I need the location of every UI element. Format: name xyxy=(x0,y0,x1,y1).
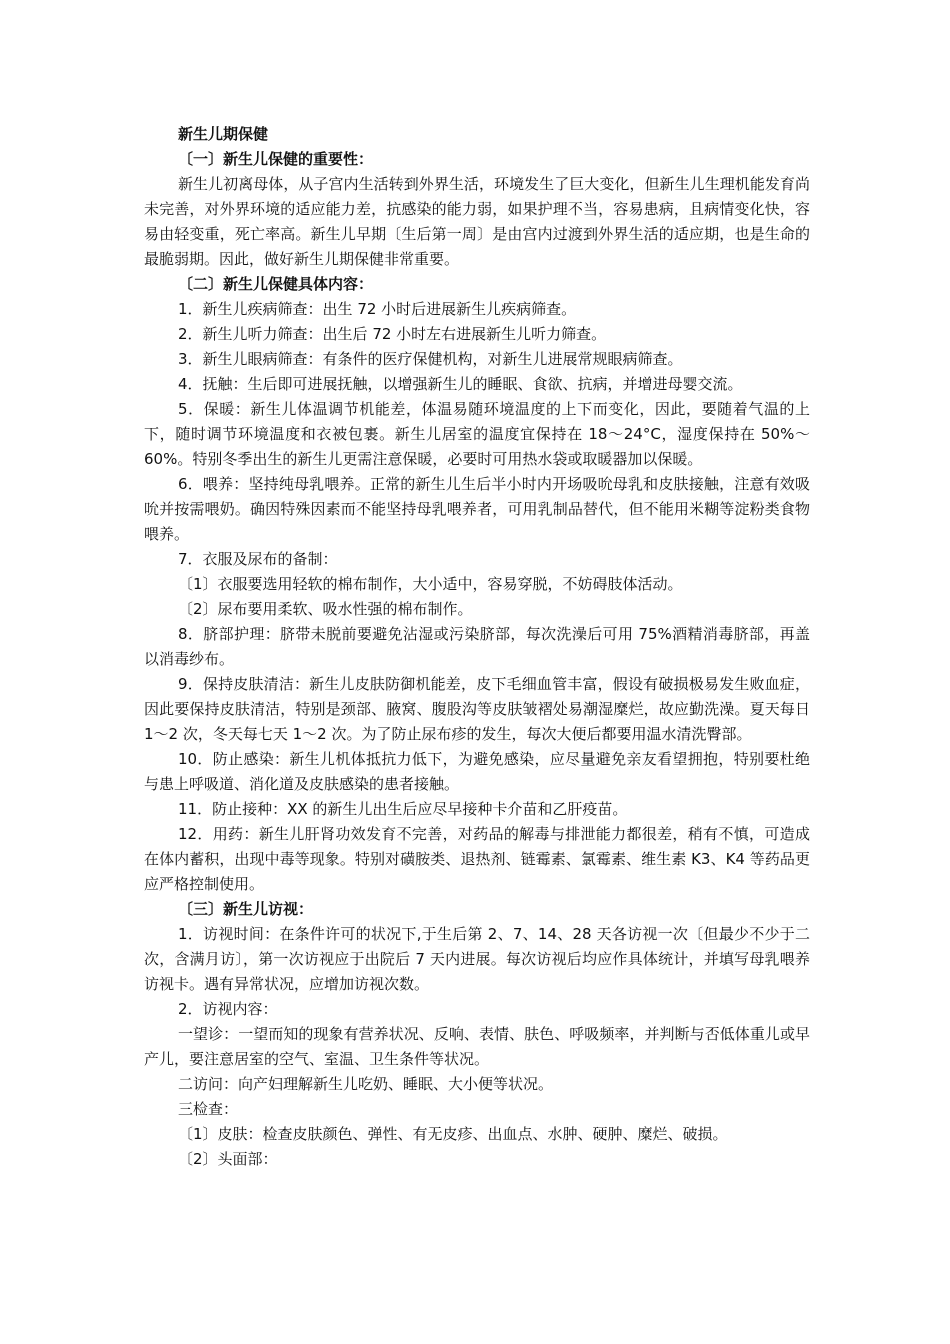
body-paragraph: 1．新生儿疾病筛查：出生 72 小时后进展新生儿疾病筛查。 xyxy=(178,300,577,318)
body-paragraph: 〔1〕衣服要选用轻软的棉布制作，大小适中，容易穿脱，不妨碍肢体活动。 xyxy=(178,575,683,593)
body-paragraph: 1．访视时间：在条件许可的状况下,于生后第 2、7、14、28 天各访视一次〔但最少不少于二次，含满月访〕，第一次访视应于出院后 7 天内进展。每次访视后均应作具体统计，并填写母乳喂养访视卡。遇有异常状况，应增加访视次数。 xyxy=(144,925,810,993)
body-paragraph: 6．喂养：坚持纯母乳喂养。正常的新生儿生后半小时内开场吸吮母乳和皮肤接触，注意有效吸吮并按需喂奶。确因特殊因素而不能坚持母乳喂养者，可用乳制品替代，但不能用米糊等淀粉类食物喂养。 xyxy=(144,475,810,543)
section-heading: 〔三〕新生儿访视： xyxy=(178,900,314,918)
body-paragraph: 二访问：向产妇理解新生儿吃奶、睡眠、大小便等状况。 xyxy=(178,1075,554,1093)
document-title: 新生儿期保健 xyxy=(178,125,269,143)
body-paragraph: 2．访视内容： xyxy=(178,1000,278,1018)
body-paragraph: 11．防止接种：XX 的新生儿出生后应尽早接种卡介苗和乙肝疫苗。 xyxy=(178,800,628,818)
body-paragraph: 三检查： xyxy=(178,1100,239,1118)
body-paragraph: 新生儿初离母体，从子宫内生活转到外界生活，环境发生了巨大变化，但新生儿生理机能发育尚未完善，对外界环境的适应能力差，抗感染的能力弱，如果护理不当，容易患病，且病情变化快，容易由轻变重，死亡率高。新生儿早期〔生后第一周〕是由宫内过渡到外界生活的适应期，也是生命的最脆弱期。因此，做好新生儿期保健非常重要。 xyxy=(144,175,810,268)
document-page xyxy=(144,122,810,1172)
body-paragraph: 〔2〕尿布要用柔软、吸水性强的棉布制作。 xyxy=(178,600,473,618)
body-paragraph: 一望诊：一望而知的现象有营养状况、反响、表情、肤色、呼吸频率，并判断与否低体重儿或早产儿，要注意居室的空气、室温、卫生条件等状况。 xyxy=(144,1025,810,1068)
body-paragraph: 12．用药：新生儿肝肾功效发育不完善，对药品的解毒与排泄能力都很差，稍有不慎，可造成在体内蓄积，出现中毒等现象。特别对磺胺类、退热剂、链霉素、氯霉素、维生素 K3、K4 等药品更应严格控制使用。 xyxy=(144,825,810,893)
body-paragraph: 〔1〕皮肤：检查皮肤颜色、弹性、有无皮疹、出血点、水肿、硬肿、糜烂、破损。 xyxy=(178,1125,728,1143)
document-body xyxy=(144,147,810,1172)
section-heading: 〔二〕新生儿保健具体内容： xyxy=(178,275,374,293)
body-paragraph: 7．衣服及尿布的备制： xyxy=(178,550,338,568)
section-heading: 〔一〕新生儿保健的重要性： xyxy=(178,150,374,168)
body-paragraph: 5．保暖：新生儿体温调节机能差，体温易随环境温度的上下而变化，因此，要随着气温的上下，随时调节环境温度和衣被包裹。新生儿居室的温度宜保持在 18～24°C，湿度保持在 50%～60%。特别冬季出生的新生儿更需注意保暖，必要时可用热水袋或取暖器加以保暖。 xyxy=(144,400,810,468)
body-paragraph: 3．新生儿眼病筛查：有条件的医疗保健机构，对新生儿进展常规眼病筛查。 xyxy=(178,350,683,368)
body-paragraph: 9．保持皮肤清洁：新生儿皮肤防御机能差，皮下毛细血管丰富，假设有破损极易发生败血症，因此要保持皮肤清洁，特别是颈部、腋窝、腹股沟等皮肤皱褶处易潮湿糜烂，故应勤洗澡。夏天每日 1～2 次，冬天每七天 1～2 次。为了防止尿布疹的发生，每次大便后都要用温水清洗臀部。 xyxy=(144,675,810,743)
body-paragraph: 8．脐部护理：脐带未脱前要避免沾湿或污染脐部，每次洗澡后可用 75%酒精消毒脐部，再盖以消毒纱布。 xyxy=(144,625,810,668)
body-paragraph: 2．新生儿听力筛查：出生后 72 小时左右进展新生儿听力筛查。 xyxy=(178,325,607,343)
body-paragraph: 10．防止感染：新生儿机体抵抗力低下，为避免感染，应尽量避免亲友看望拥抱，特别要杜绝与患上呼吸道、消化道及皮肤感染的患者接触。 xyxy=(144,750,810,793)
body-paragraph: 〔2〕头面部： xyxy=(178,1150,278,1168)
body-paragraph: 4．抚触：生后即可进展抚触，以增强新生儿的睡眠、食欲、抗病，并增进母婴交流。 xyxy=(178,375,743,393)
